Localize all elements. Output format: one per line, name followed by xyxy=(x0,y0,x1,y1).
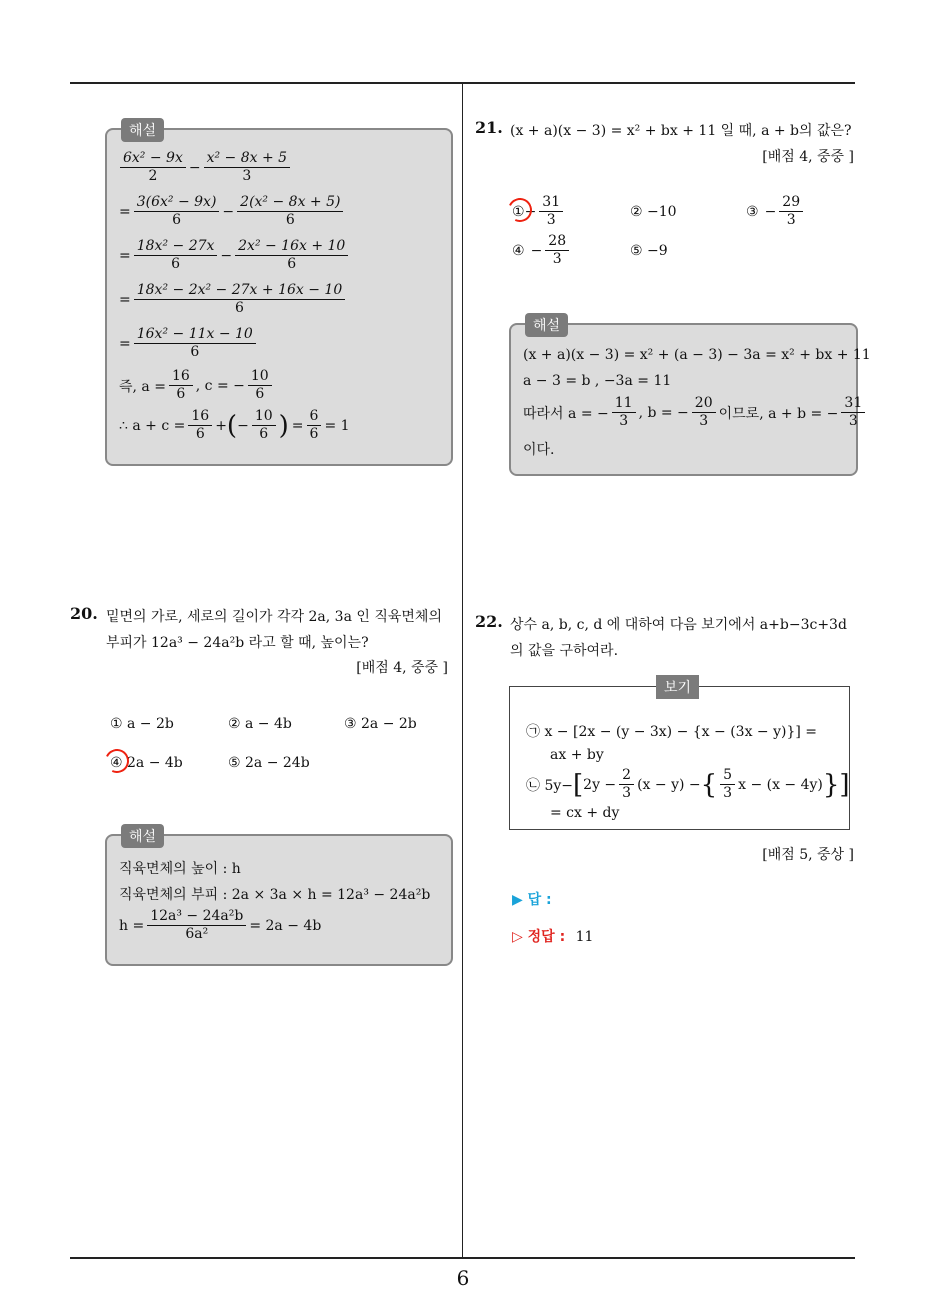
frac: $\frac{\text{2x² − 16x + 10}}{6}$ xyxy=(235,238,348,273)
q20-sol-line-1: 직육면체의 높이 : h xyxy=(119,861,241,877)
q20-option-1[interactable]: ① a − 2b xyxy=(110,716,174,732)
q20-solution-box xyxy=(105,829,453,966)
q20-option-5[interactable]: ⑤ 2a − 24b xyxy=(228,755,310,771)
frac: $\frac{16}{6}$ xyxy=(188,408,212,443)
q21-score: [배점 4, 중중 ] xyxy=(762,149,854,165)
frac: $\frac{31}{3}$ xyxy=(841,395,865,430)
frac: $\frac{\text{18x² − 27x}}{6}$ xyxy=(134,238,218,273)
frac: $\frac{10}{6}$ xyxy=(252,408,276,443)
q19-sol-line-4: = $\frac{\text{18x² − 2x² − 27x + 16x − 10}}{6}$ xyxy=(119,282,348,317)
q20-option-3[interactable]: ③ 2a − 2b xyxy=(344,716,417,732)
bogi-tag: 보기 xyxy=(656,675,699,699)
q19-sol-line-7: ∴ a + c = $\frac{16}{6}$ + ( − $\frac{10}{6}$ ) = $\frac{6}{6}$ = 1 xyxy=(119,408,350,442)
frac: $\frac{5}{3}$ xyxy=(720,767,735,802)
q21-sol-line-2: a − 3 = b , −3a = 11 xyxy=(523,373,672,389)
q22-score: [배점 5, 중상 ] xyxy=(762,847,854,863)
q20-text-line-1: 밑면의 가로, 세로의 길이가 각각 2a, 3a 인 직육면체의 xyxy=(106,609,442,625)
q19-sol-line-3: = $\frac{\text{18x² − 27x}}{6}$ − $\frac{\text{2x² − 16x + 10}}{6}$ xyxy=(119,238,351,273)
correct-value: 11 xyxy=(575,929,594,945)
q21-text: (x + a)(x − 3) = x² + bx + 11 일 때, a + b의 값은? xyxy=(510,123,852,139)
q20-score: [배점 4, 중중 ] xyxy=(356,660,448,676)
q19-sol-line-2: = $\frac{\text{3(6x² − 9x)}}{6}$ − $\frac{\text{2(x² − 8x + 5)}}{6}$ xyxy=(119,194,346,229)
frac: $\frac{\text{3(6x² − 9x)}}{6}$ xyxy=(134,194,220,229)
frac: $\frac{\text{2(x² − 8x + 5)}}{6}$ xyxy=(237,194,343,229)
q19-solution-box xyxy=(105,123,453,466)
q21-option-5[interactable]: ⑤ −9 xyxy=(630,243,668,259)
solution-tag: 해설 xyxy=(121,118,164,142)
solution-tag: 해설 xyxy=(525,313,568,337)
bogi-item-2: ㉡ 5y− [ 2y − $\frac{2}{3}$ (x − y) − { $\frac{5}{3}$ x − (x − 4y) }] xyxy=(526,767,850,801)
q22-correct-answer xyxy=(512,926,593,946)
frac: $\frac{6}{6}$ xyxy=(307,408,322,443)
correct-label: ▷ 정답 : xyxy=(512,929,566,945)
q21-option-2[interactable]: ② −10 xyxy=(630,204,677,220)
frac: $\frac{28}{3}$ xyxy=(545,233,569,268)
page-number: 6 xyxy=(456,1266,470,1290)
frac: $\frac{29}{3}$ xyxy=(779,194,803,229)
q22-number: 22. xyxy=(475,612,503,631)
q21-sol-line-3: 따라서 a = − $\frac{11}{3}$ , b = − $\frac{20}{3}$ 이므로, a + b = − $\frac{31}{3}$ xyxy=(523,395,868,430)
frac: $\frac{\text{6x² − 9x}}{2}$ xyxy=(120,150,186,185)
q21-option-4[interactable]: ④ − $\frac{28}{3}$ xyxy=(512,233,572,268)
frac: $\frac{11}{3}$ xyxy=(612,395,636,430)
q20-option-4[interactable]: ④ 2a − 4b xyxy=(110,755,183,771)
frac: $\frac{10}{6}$ xyxy=(248,368,272,403)
q21-option-3[interactable]: ③ − $\frac{29}{3}$ xyxy=(746,194,806,229)
q22-text-line-2: 의 값을 구하여라. xyxy=(510,643,619,659)
q20-sol-line-3: h = $\frac{\text{12a³ − 24a²b}}{\text{6a²}}$ = 2a − 4b xyxy=(119,908,322,942)
frac: $\frac{2}{3}$ xyxy=(619,767,634,802)
q22-text-line-1: 상수 a, b, c, d 에 대하여 다음 보기에서 a+b−3c+3d xyxy=(510,617,847,633)
q20-number: 20. xyxy=(70,604,98,623)
q21-number: 21. xyxy=(475,118,503,137)
q19-sol-line-5: = $\frac{\text{16x² − 11x − 10}}{6}$ xyxy=(119,326,259,361)
frac: $\frac{20}{3}$ xyxy=(692,395,716,430)
column-divider xyxy=(462,82,463,1258)
bogi-item-1b: ax + by xyxy=(550,747,604,763)
q22-bogi-box xyxy=(509,680,850,830)
q21-solution-box xyxy=(509,318,871,476)
solution-tag: 해설 xyxy=(121,824,164,848)
frac: $\frac{16}{6}$ xyxy=(169,368,193,403)
q20-option-2[interactable]: ② a − 4b xyxy=(228,716,292,732)
q21-option-1[interactable]: ① − $\frac{31}{3}$ xyxy=(512,194,566,229)
frac: $\frac{\text{18x² − 2x² − 27x + 16x − 10}}{6}$ xyxy=(134,282,346,317)
q21-sol-line-4: 이다. xyxy=(523,442,555,458)
bogi-item-1a: ㉠ x − [2x − (y − 3x) − {x − (3x − y)}] = xyxy=(526,724,818,740)
frac: $\frac{31}{3}$ xyxy=(539,194,563,229)
q20-text-line-2: 부피가 12a³ − 24a²b 라고 할 때, 높이는? xyxy=(106,635,369,651)
frac: $\frac{\text{16x² − 11x − 10}}{6}$ xyxy=(134,326,256,361)
bottom-rule xyxy=(70,1257,855,1259)
q21-sol-line-1: (x + a)(x − 3) = x² + (a − 3) − 3a = x² + bx + 11 xyxy=(523,347,871,363)
q19-sol-line-1: $\frac{\text{6x² − 9x}}{2}$ − $\frac{\text{x² − 8x + 5}}{3}$ xyxy=(117,150,293,185)
bogi-item-2-end: = cx + dy xyxy=(550,805,620,821)
q19-sol-line-6: 즉, a = $\frac{16}{6}$ , c = − $\frac{10}{6}$ xyxy=(119,368,275,403)
q22-answer-label[interactable]: ▶ 답 : xyxy=(512,892,552,908)
frac: $\frac{\text{12a³ − 24a²b}}{\text{6a²}}$ xyxy=(147,908,246,943)
frac: $\frac{\text{x² − 8x + 5}}{3}$ xyxy=(204,150,290,185)
q20-sol-line-2: 직육면체의 부피 : 2a × 3a × h = 12a³ − 24a²b xyxy=(119,887,431,903)
selected-answer-mark xyxy=(102,746,133,777)
